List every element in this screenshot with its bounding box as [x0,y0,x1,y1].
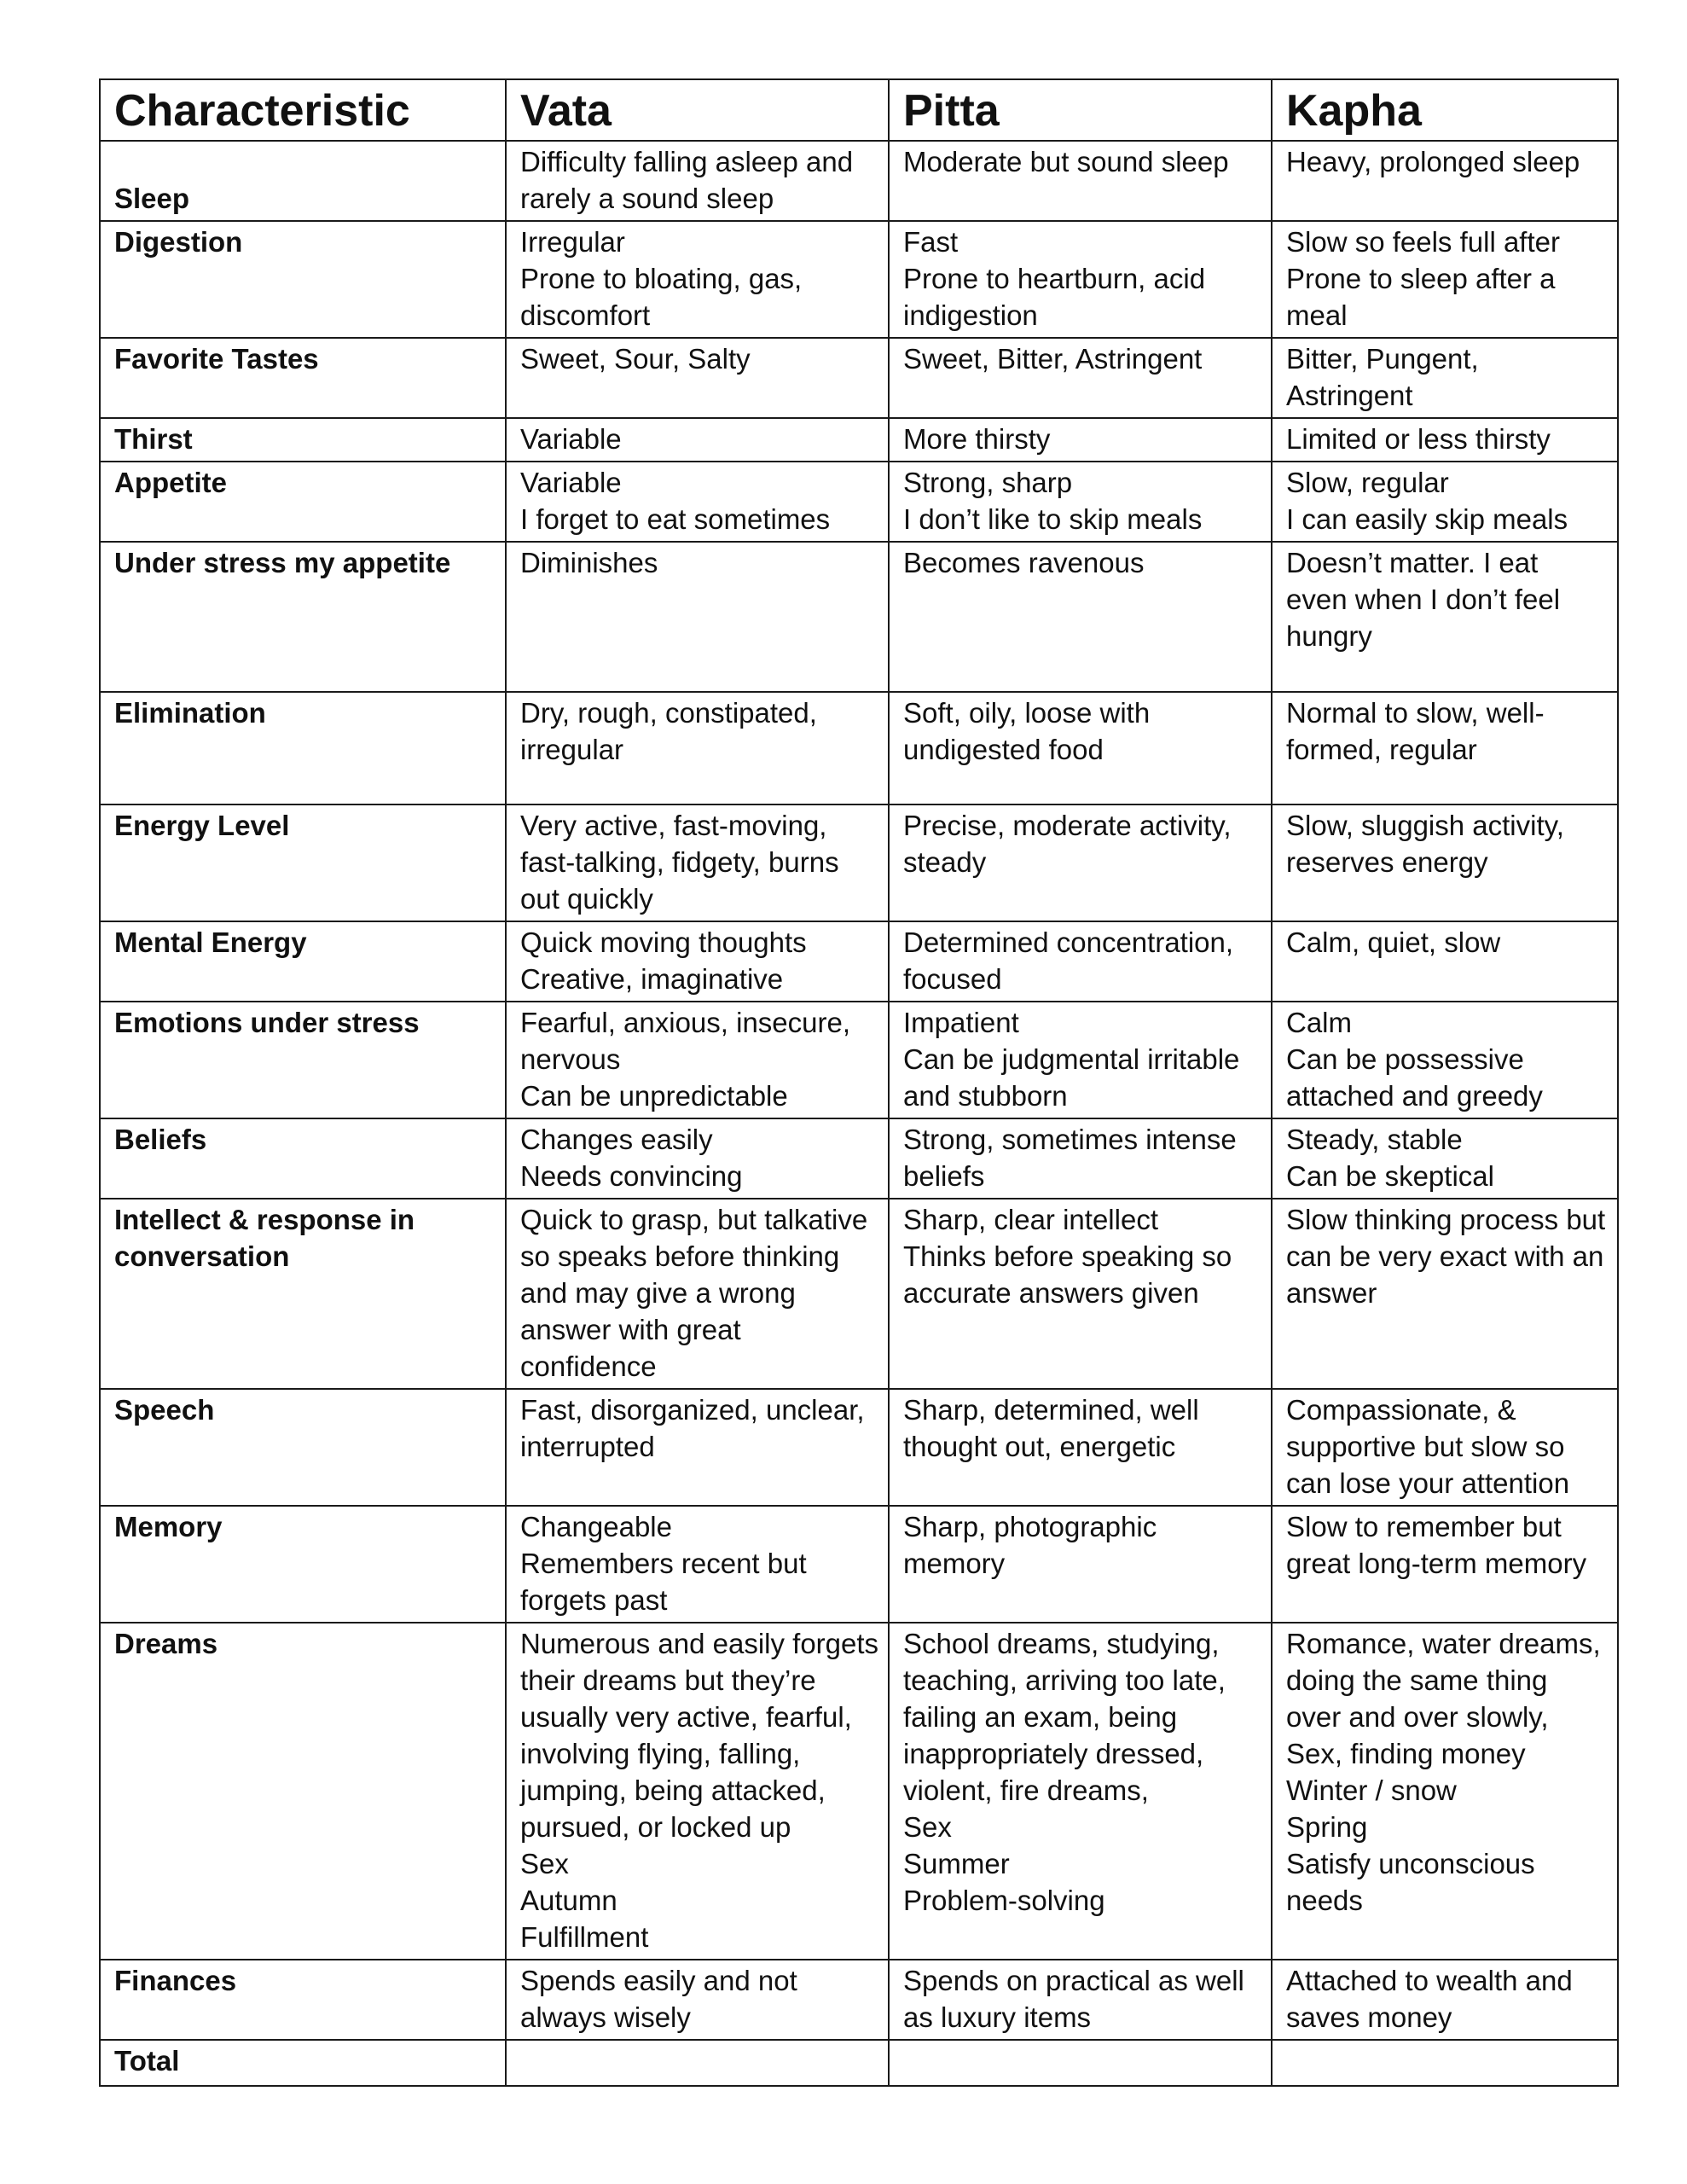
cell-line: nervous [520,1043,621,1075]
table-body [100,141,1618,2086]
cell-line: and may give a wrong [520,1277,796,1309]
cell-line: out quickly [520,883,653,915]
cell-line: Prone to heartburn, acid [903,263,1206,294]
cell-line: Slow, sluggish activity, [1286,810,1564,841]
cell-line: Can be skeptical [1286,1160,1494,1192]
cell-line: their dreams but they’re [520,1664,816,1696]
cell-line: Elimination [114,697,266,729]
pitta-cell [889,338,1272,418]
table-row [100,1199,1618,1389]
pitta-cell [889,141,1272,221]
characteristic-cell [100,221,506,338]
cell-line: beliefs [903,1160,985,1192]
cell-line: Spends easily and not [520,1965,797,1996]
cell-line: Fulfillment [520,1921,649,1953]
table-row [100,1623,1618,1960]
pitta-cell [889,1199,1272,1389]
cell-line: so speaks before thinking [520,1240,840,1272]
cell-line: Sex [903,1811,952,1843]
cell-line: irregular [520,734,624,765]
cell-line: Attached to wealth and [1286,1965,1573,1996]
cell-line: failing an exam, being [903,1701,1178,1733]
vata-cell [506,418,889,462]
kapha-cell [1272,1960,1618,2040]
cell-line: Soft, oily, loose with [903,697,1151,729]
characteristic-cell [100,141,506,221]
cell-line: Winter / snow [1286,1774,1457,1806]
cell-line: Thinks before speaking so [903,1240,1232,1272]
header-kapha: Kapha [1272,79,1618,141]
cell-line: confidence [520,1350,657,1382]
cell-line: discomfort [520,299,651,331]
cell-line: Difficulty falling asleep and [520,146,854,177]
table-row [100,1960,1618,2040]
vata-cell [506,804,889,921]
table-row [100,692,1618,804]
cell-line: doing the same thing [1286,1664,1548,1696]
cell-line: Sharp, clear intellect [903,1204,1158,1235]
cell-line: thought out, energetic [903,1431,1176,1462]
cell-line: Becomes ravenous [903,547,1145,578]
cell-line: I don’t like to skip meals [903,503,1203,535]
cell-line: involving flying, falling, [520,1738,801,1769]
characteristic-cell [100,1960,506,2040]
kapha-cell [1272,542,1618,692]
pitta-cell [889,1389,1272,1506]
kapha-cell [1272,804,1618,921]
cell-line: fast-talking, fidgety, burns [520,846,839,878]
cell-line: hungry [1286,620,1372,652]
table-row [100,2040,1618,2086]
vata-cell [506,1389,889,1506]
cell-line: Prone to bloating, gas, [520,263,803,294]
cell-line: Fearful, anxious, insecure, [520,1007,851,1038]
cell-line: Limited or less thirsty [1286,423,1551,455]
kapha-cell [1272,1389,1618,1506]
cell-line: Variable [520,467,622,498]
pitta-cell [889,1623,1272,1960]
vata-cell [506,221,889,338]
cell-line: Quick moving thoughts [520,926,807,958]
vata-cell [506,1960,889,2040]
cell-line: Summer [903,1848,1010,1879]
cell-line: formed, regular [1286,734,1477,765]
cell-line: Variable [520,423,622,455]
vata-cell [506,1506,889,1623]
kapha-cell [1272,1506,1618,1623]
characteristic-cell [100,692,506,804]
cell-line: Can be possessive [1286,1043,1524,1075]
pitta-cell [889,1002,1272,1118]
pitta-cell [889,804,1272,921]
cell-line: supportive but slow so [1286,1431,1565,1462]
header-pitta: Pitta [889,79,1272,141]
header-characteristic: Characteristic [100,79,506,141]
characteristic-cell [100,921,506,1002]
cell-line: Thirst [114,423,193,455]
cell-line: always wisely [520,2001,691,2033]
cell-line: Slow, regular [1286,467,1449,498]
cell-line: even when I don’t feel [1286,584,1561,615]
cell-line: Under stress my appetite [114,547,451,578]
table-row [100,338,1618,418]
cell-line: Slow thinking process but [1286,1204,1606,1235]
table-row [100,141,1618,221]
cell-line: Very active, fast-moving, [520,810,827,841]
cell-line: steady [903,846,987,878]
characteristic-cell [100,804,506,921]
cell-line: Creative, imaginative [520,963,784,995]
cell-line: Steady, stable [1286,1124,1463,1155]
cell-line: Numerous and easily forgets [520,1628,879,1659]
cell-line: Sharp, determined, well [903,1394,1199,1426]
characteristic-cell [100,1118,506,1199]
pitta-cell [889,1118,1272,1199]
cell-line: Precise, moderate activity, [903,810,1232,841]
cell-line: Fast, disorganized, unclear, [520,1394,865,1426]
cell-line: teaching, arriving too late, [903,1664,1226,1696]
cell-line: saves money [1286,2001,1452,2033]
cell-line: Can be unpredictable [520,1080,788,1112]
pitta-cell [889,692,1272,804]
cell-line: undigested food [903,734,1104,765]
characteristic-cell [100,1199,506,1389]
cell-line: reserves energy [1286,846,1488,878]
cell-line: attached and greedy [1286,1080,1543,1112]
kapha-cell [1272,462,1618,542]
vata-cell [506,2040,889,2086]
pitta-cell [889,1506,1272,1623]
cell-line: Heavy, prolonged sleep [1286,146,1580,177]
cell-line: Favorite Tastes [114,343,319,375]
pitta-cell [889,462,1272,542]
table-row [100,1002,1618,1118]
table-row [100,221,1618,338]
document-page [99,78,1617,2087]
cell-line: Astringent [1286,380,1413,411]
cell-line: great long-term memory [1286,1548,1587,1579]
cell-line: Remembers recent but [520,1548,807,1579]
cell-line: Normal to slow, well- [1286,697,1545,729]
cell-line: Needs convincing [520,1160,743,1192]
cell-line: School dreams, studying, [903,1628,1220,1659]
characteristic-cell [100,1506,506,1623]
cell-line: accurate answers given [903,1277,1199,1309]
cell-line: Dry, rough, constipated, [520,697,817,729]
characteristic-cell [100,2040,506,2086]
cell-line: Irregular [520,226,625,258]
cell-line: Memory [114,1511,223,1542]
cell-line: Intellect & response in [114,1204,415,1235]
cell-line: pursued, or locked up [520,1811,791,1843]
pitta-cell [889,1960,1272,2040]
cell-line: Appetite [114,467,227,498]
cell-line: forgets past [520,1584,668,1616]
cell-line: Prone to sleep after a [1286,263,1556,294]
cell-line: Bitter, Pungent, [1286,343,1479,375]
cell-line: as luxury items [903,2001,1092,2033]
cell-line: needs [1286,1885,1363,1916]
table-row [100,804,1618,921]
cell-line: Dreams [114,1628,218,1659]
cell-line: Energy Level [114,810,290,841]
cell-line: Problem-solving [903,1885,1105,1916]
cell-line: Strong, sometimes intense [903,1124,1237,1155]
cell-line: Moderate but sound sleep [903,146,1229,177]
pitta-cell [889,221,1272,338]
cell-line: Sweet, Sour, Salty [520,343,751,375]
cell-line: jumping, being attacked, [520,1774,826,1806]
cell-line: answer with great [520,1314,741,1345]
cell-line: meal [1286,299,1348,331]
pitta-cell [889,542,1272,692]
cell-line: Calm, quiet, slow [1286,926,1501,958]
cell-line: Digestion [114,226,243,258]
dosha-characteristics-table [99,78,1619,2087]
cell-line: Sex [520,1848,569,1879]
cell-line: Diminishes [520,547,658,578]
header-vata: Vata [506,79,889,141]
table-row [100,921,1618,1002]
cell-line: answer [1286,1277,1377,1309]
cell-line: inappropriately dressed, [903,1738,1204,1769]
vata-cell [506,1002,889,1118]
cell-line: Slow so feels full after [1286,226,1560,258]
cell-line: Sex, finding money [1286,1738,1526,1769]
characteristic-cell [100,1389,506,1506]
table-row [100,542,1618,692]
cell-line: Determined concentration, [903,926,1234,958]
cell-line: focused [903,963,1002,995]
vata-cell [506,141,889,221]
pitta-cell [889,418,1272,462]
cell-line: Satisfy unconscious [1286,1848,1535,1879]
table-row [100,1118,1618,1199]
cell-line: Mental Energy [114,926,307,958]
kapha-cell [1272,221,1618,338]
cell-line: violent, fire dreams, [903,1774,1149,1806]
pitta-cell [889,2040,1272,2086]
kapha-cell [1272,1002,1618,1118]
vata-cell [506,1623,889,1960]
table-header-row [100,79,1618,141]
kapha-cell [1272,1623,1618,1960]
cell-line: Sharp, photographic [903,1511,1157,1542]
cell-line: memory [903,1548,1006,1579]
cell-line: Romance, water dreams, [1286,1628,1601,1659]
cell-line: Beliefs [114,1124,207,1155]
kapha-cell [1272,141,1618,221]
cell-line: Spring [1286,1811,1368,1843]
cell-line: rarely a sound sleep [520,183,774,214]
vata-cell [506,692,889,804]
cell-line: More thirsty [903,423,1051,455]
cell-line: Impatient [903,1007,1019,1038]
cell-line: Changeable [520,1511,672,1542]
cell-line: Doesn’t matter. I eat [1286,547,1539,578]
characteristic-cell [100,1002,506,1118]
cell-line: Fast [903,226,959,258]
cell-line: I forget to eat sometimes [520,503,831,535]
cell-line: interrupted [520,1431,655,1462]
kapha-cell [1272,921,1618,1002]
vata-cell [506,921,889,1002]
cell-line: over and over slowly, [1286,1701,1549,1733]
vata-cell [506,1199,889,1389]
cell-line: Autumn [520,1885,617,1916]
vata-cell [506,462,889,542]
characteristic-cell [100,462,506,542]
cell-line: Total [114,2045,180,2077]
cell-line: Calm [1286,1007,1353,1038]
cell-line: can be very exact with an [1286,1240,1604,1272]
cell-line: Changes easily [520,1124,713,1155]
cell-line: Strong, sharp [903,467,1073,498]
cell-line: Emotions under stress [114,1007,420,1038]
characteristic-cell [100,1623,506,1960]
cell-line: I can easily skip meals [1286,503,1568,535]
table-row [100,1389,1618,1506]
characteristic-cell [100,338,506,418]
cell-line: Sleep [114,183,190,214]
cell-line: Speech [114,1394,215,1426]
kapha-cell [1272,2040,1618,2086]
cell-line: can lose your attention [1286,1467,1570,1499]
cell-line: usually very active, fearful, [520,1701,852,1733]
cell-line: Sweet, Bitter, Astringent [903,343,1203,375]
vata-cell [506,1118,889,1199]
cell-line: Slow to remember but [1286,1511,1562,1542]
characteristic-cell [100,542,506,692]
table-row [100,418,1618,462]
characteristic-cell [100,418,506,462]
cell-line: Finances [114,1965,237,1996]
kapha-cell [1272,1199,1618,1389]
cell-line: Compassionate, & [1286,1394,1516,1426]
kapha-cell [1272,692,1618,804]
pitta-cell [889,921,1272,1002]
vata-cell [506,542,889,692]
cell-line: and stubborn [903,1080,1068,1112]
cell-line: indigestion [903,299,1038,331]
cell-line: Can be judgmental irritable [903,1043,1240,1075]
vata-cell [506,338,889,418]
kapha-cell [1272,338,1618,418]
kapha-cell [1272,1118,1618,1199]
table-row [100,1506,1618,1623]
cell-line: Quick to grasp, but talkative [520,1204,868,1235]
kapha-cell [1272,418,1618,462]
table-row [100,462,1618,542]
cell-line: Spends on practical as well [903,1965,1244,1996]
cell-line: conversation [114,1240,290,1272]
